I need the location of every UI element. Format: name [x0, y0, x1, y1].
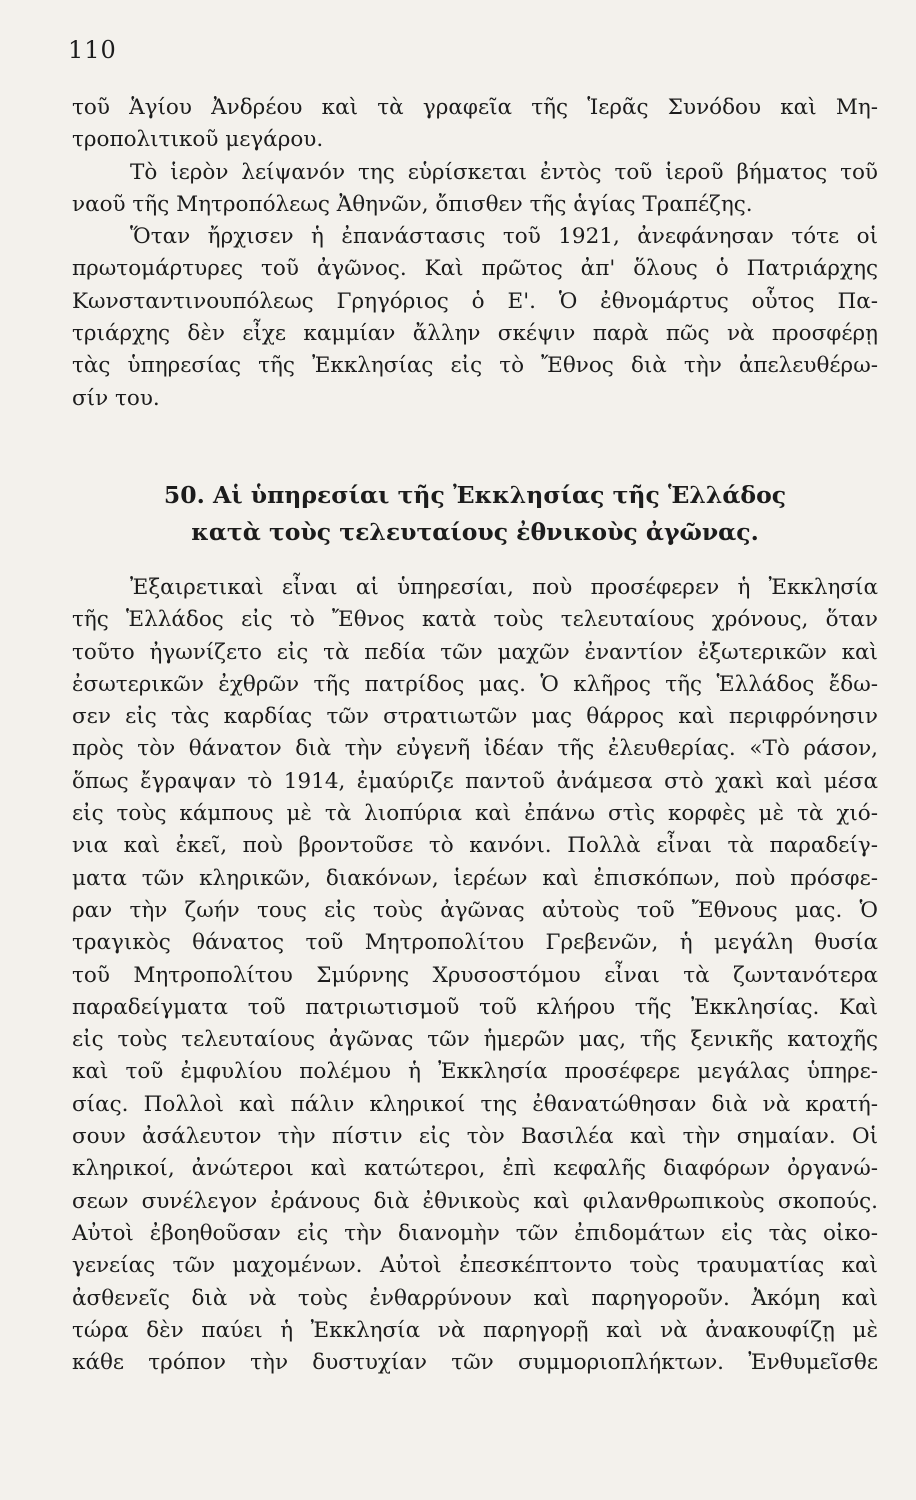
text-line: τριάρχης δὲν εἶχε καμμίαν ἄλλην σκέψιν παρὰ πῶς νὰ προσφέρῃ — [72, 321, 878, 347]
text-line: Ἐξαιρετικαὶ εἶναι αἱ ὑπηρεσίαι, ποὺ προσέφερεν ἡ Ἐκκλησία — [130, 575, 878, 600]
text-line: τροπολιτικοῦ μεγάρου. — [72, 127, 324, 153]
text-line: Ὅταν ἤρχισεν ἡ ἐπανάστασις τοῦ 1921, ἀνεφάνησαν τότε οἱ — [130, 224, 878, 250]
text-line: σίν του. — [72, 385, 160, 411]
intro-paragraphs — [72, 92, 878, 415]
text-line: ματα τῶν κληρικῶν, διακόνων, ἱερέων καὶ ἐπισκόπων, ποὺ πρόσφε- — [72, 865, 878, 891]
text-line: Κωνσταντινουπόλεως Γρηγόριος ὁ Ε'. Ὁ ἐθνομάρτυς οὗτος Πα- — [72, 288, 878, 314]
text-line: σεων συνέλεγον ἐράνους διὰ ἐθνικοὺς καὶ φιλανθρωπικοὺς σκοπούς. — [72, 1188, 878, 1214]
text-line: τῆς Ἑλλάδος εἰς τὸ Ἔθνος κατὰ τοὺς τελευταίους χρόνους, ὅταν — [72, 607, 878, 633]
section-heading-line-1: 50. Αἱ ὑπηρεσίαι τῆς Ἐκκλησίας τῆς Ἑλλάδος — [163, 481, 787, 509]
text-line: τοῦ Μητροπολίτου Σμύρνης Χρυσοστόμου εἶναι τὰ ζωντανότερα — [72, 962, 878, 988]
text-line: γενείας τῶν μαχομένων. Αὐτοὶ ἐπεσκέπτοντο τοὺς τραυματίας καὶ — [72, 1253, 878, 1279]
text-line: τώρα δὲν παύει ἡ Ἐκκλησία νὰ παρηγορῇ καὶ νὰ ἀνακουφίζῃ μὲ — [72, 1317, 878, 1343]
text-line: πρωτομάρτυρες τοῦ ἀγῶνος. Καὶ πρῶτος ἀπ' ὅλους ὁ Πατριάρχης — [72, 256, 878, 282]
text-line: κάθε τρόπον τὴν δυστυχίαν τῶν συμμοριοπλήκτων. Ἐνθυμεῖσθε — [72, 1350, 878, 1376]
page-number: 110 — [68, 36, 117, 64]
text-line: ἐσωτερικῶν ἐχθρῶν τῆς πατρίδος μας. Ὁ κλῆρος τῆς Ἑλλάδος ἔδω- — [72, 671, 878, 697]
text-line: τὰς ὑπηρεσίας τῆς Ἐκκλησίας εἰς τὸ Ἔθνος διὰ τὴν ἀπελευθέρω- — [72, 353, 878, 379]
text-line: καὶ τοῦ ἐμφυλίου πολέμου ἡ Ἐκκλησία προσέφερε μεγάλας ὑπηρε- — [72, 1059, 878, 1085]
text-line: παραδείγματα τοῦ πατριωτισμοῦ τοῦ κλήρου τῆς Ἐκκλησίας. Καὶ — [72, 994, 878, 1020]
text-line: εἰς τοὺς τελευταίους ἀγῶνας τῶν ἡμερῶν μας, τῆς ξενικῆς κατοχῆς — [72, 1027, 878, 1053]
text-line: ναοῦ τῆς Μητροπόλεως Ἀθηνῶν, ὄπισθεν τῆς ἁγίας Τραπέζης. — [72, 191, 753, 217]
section-heading-line-2: κατὰ τοὺς τελευταίους ἐθνικοὺς ἀγῶνας. — [191, 518, 759, 546]
text-line: ραν τὴν ζωήν τους εἰς τοὺς ἀγῶνας αὐτοὺς τοῦ Ἔθνους μας. Ὁ — [72, 897, 878, 923]
text-line: τοῦ Ἁγίου Ἀνδρέου καὶ τὰ γραφεῖα τῆς Ἱερᾶς Συνόδου καὶ Μη- — [72, 95, 878, 120]
text-line: εἰς τοὺς κάμπους μὲ τὰ λιοπύρια καὶ ἐπάνω στὶς κορφὲς μὲ τὰ χιό- — [72, 801, 878, 827]
text-line: σίας. Πολλοὶ καὶ πάλιν κληρικοί της ἐθανατώθησαν διὰ νὰ κρατή- — [72, 1091, 878, 1117]
section-heading — [72, 478, 878, 549]
text-line: σεν εἰς τὰς καρδίας τῶν στρατιωτῶν μας θάρρος καὶ περιφρόνησιν — [72, 704, 878, 730]
text-line: Τὸ ἱερὸν λείψανόν της εὑρίσκεται ἐντὸς τοῦ ἱεροῦ βήματος τοῦ — [130, 159, 878, 185]
text-line: σουν ἀσάλευτον τὴν πίστιν εἰς τὸν Βασιλέα καὶ τὴν σημαίαν. Οἱ — [72, 1124, 878, 1150]
text-line: τραγικὸς θάνατος τοῦ Μητροπολίτου Γρεβενῶν, ἡ μεγάλη θυσία — [72, 930, 878, 956]
text-line: κληρικοί, ἀνώτεροι καὶ κατώτεροι, ἐπὶ κεφαλῆς διαφόρων ὀργανώ- — [72, 1156, 878, 1182]
text-line: ὅπως ἔγραψαν τὸ 1914, ἐμαύριζε παντοῦ ἀνάμεσα στὸ χακὶ καὶ μέσα — [72, 768, 878, 794]
text-line: τοῦτο ἠγωνίζετο εἰς τὰ πεδία τῶν μαχῶν ἐναντίον ἐξωτερικῶν καὶ — [72, 639, 878, 665]
text-line: ἀσθενεῖς διὰ νὰ τοὺς ἐνθαρρύνουν καὶ παρηγοροῦν. Ἀκόμη καὶ — [72, 1285, 878, 1311]
text-line: πρὸς τὸν θάνατον διὰ τὴν εὐγενῆ ἰδέαν τῆς ἐλευθερίας. «Τὸ ράσον, — [72, 736, 878, 762]
text-line: Αὐτοὶ ἐβοηθοῦσαν εἰς τὴν διανομὴν τῶν ἐπιδομάτων εἰς τὰς οἰκο- — [72, 1220, 878, 1246]
main-paragraph — [72, 572, 878, 1379]
text-line: νια καὶ ἐκεῖ, ποὺ βροντοῦσε τὸ κανόνι. Πολλὰ εἶναι τὰ παραδείγ- — [72, 833, 878, 859]
